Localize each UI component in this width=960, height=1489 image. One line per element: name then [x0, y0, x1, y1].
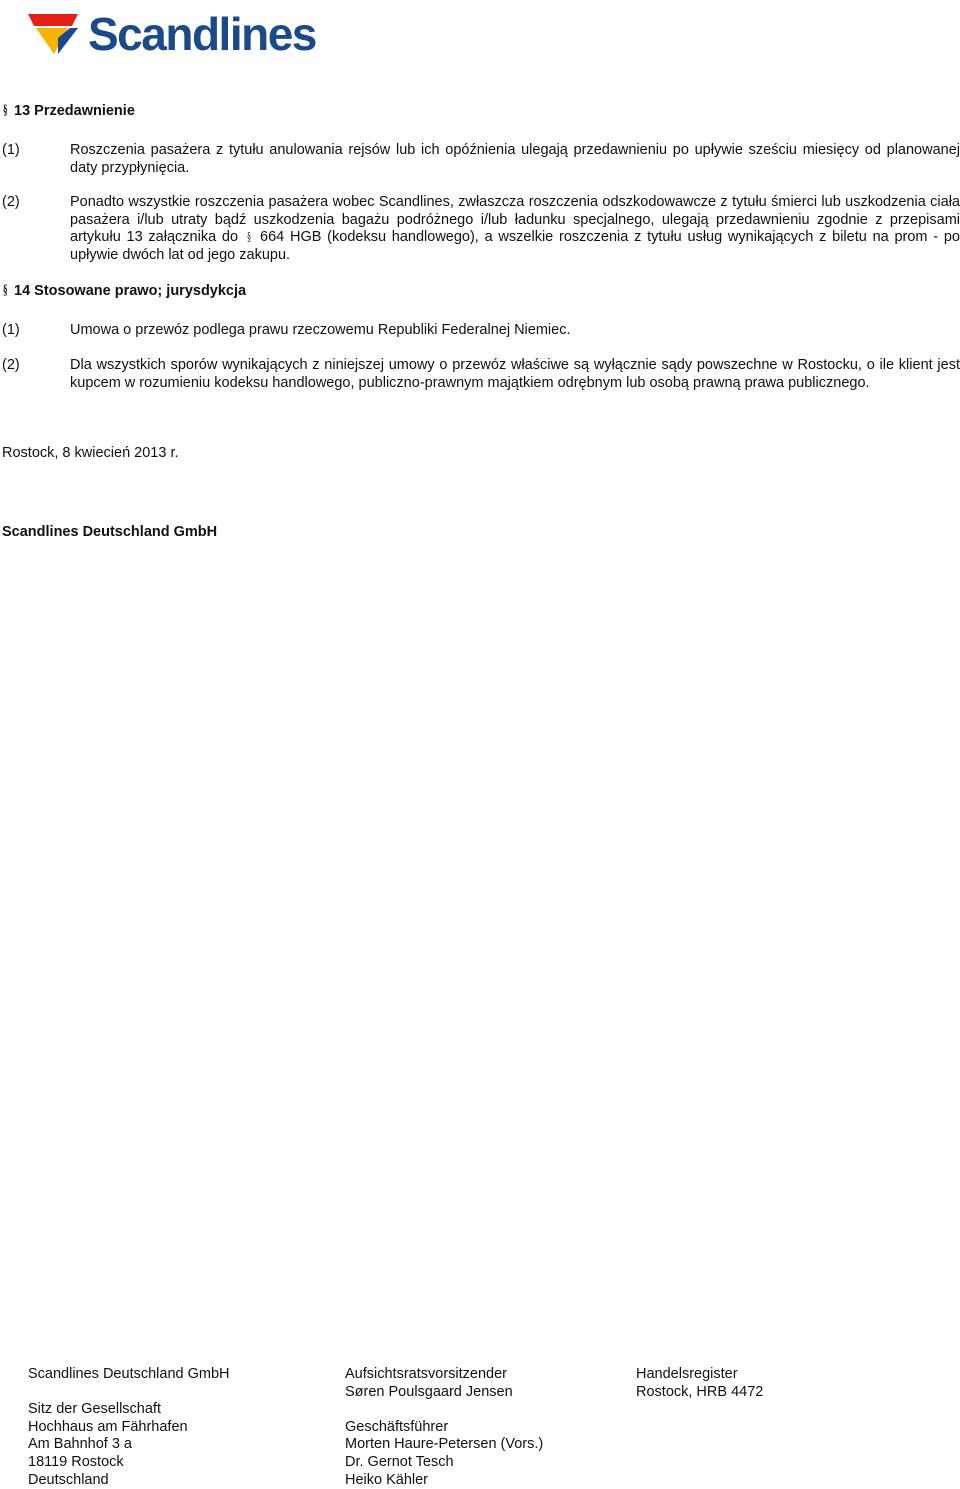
footer-management-column [345, 1366, 543, 1489]
section-14-heading [2, 282, 246, 300]
paragraph-number: (1) [2, 322, 20, 338]
footer-md-name: Dr. Gernot Tesch [345, 1453, 454, 1470]
paragraph-sign-icon: § [3, 283, 8, 298]
logo-wordmark: Scandlines [88, 8, 316, 60]
paragraph-text-part-a: Ponadto wszystkie roszczenia pasażera wobec Scandlines, zwłaszcza roszczenia odszkodowawcze z tytułu śmierci lub uszkodzenia ciała pasażera i/lub utraty bądź uszkodzenia bagażu podróżnego i/lub ładunku specjalnego, ulegają przedawnieniu zgodnie z przepisami artykułu 13 załącznika do [70, 194, 960, 245]
paragraph-sign-icon: § [3, 103, 8, 118]
section-13-title: 13 Przedawnienie [14, 103, 135, 119]
footer-address-line: Am Bahnhof 3 a [28, 1436, 132, 1453]
footer-register-column [636, 1366, 763, 1401]
footer-board-name: Søren Poulsgaard Jensen [345, 1383, 513, 1400]
paragraph-number: (2) [2, 357, 20, 373]
paragraph-text: Dla wszystkich sporów wynikających z niniejszej umowy o przewóz właściwe są wyłącznie sądy powszechne w Rostocku, o ile klient jest kupcem w rozumieniu kodeksu handlowego, publiczno-prawnym majątkiem odrębnym lub osobą prawną prawa publicznego. [70, 357, 960, 391]
footer-company-name: Scandlines Deutschland GmbH [28, 1366, 230, 1382]
section-13-heading [2, 102, 135, 120]
footer-address-line: Hochhaus am Fährhafen [28, 1418, 188, 1435]
section-14-paragraph-1 [2, 322, 960, 340]
footer-board-label: Aufsichtsratsvorsitzender [345, 1366, 507, 1382]
footer-seat-label: Sitz der Gesellschaft [28, 1401, 161, 1418]
footer-md-name: Morten Haure-Petersen (Vors.) [345, 1436, 544, 1453]
paragraph-sign-icon: § [247, 230, 251, 244]
paragraph-text-part-b: 664 HGB (kodeksu handlowego), a wszelkie roszczenia z tytułu usług wynikających z biletu na prom - po upływie dwóch lat od jego zakupu. [70, 229, 960, 263]
footer-md-label: Geschäftsführer [345, 1418, 449, 1435]
section-14-paragraph-2 [2, 357, 960, 392]
date-line: Rostock, 8 kwiecień 2013 r. [2, 445, 179, 461]
scandlines-logo-mark [28, 12, 80, 56]
footer-register-value: Rostock, HRB 4472 [636, 1383, 764, 1400]
paragraph-text: Umowa o przewóz podlega prawu rzeczowemu Republiki Federalnej Niemiec. [70, 322, 571, 338]
footer-register-label: Handelsregister [636, 1366, 738, 1382]
paragraph-text: Roszczenia pasażera z tytułu anulowania rejsów lub ich opóźnienia ulegają przedawnieniu po upływie sześciu miesięcy od planowanej daty przypłynięcia. [70, 142, 960, 176]
paragraph-number: (2) [2, 194, 20, 210]
signing-company: Scandlines Deutschland GmbH [2, 524, 218, 540]
footer-company-column [28, 1366, 230, 1489]
footer-address-line: Deutschland [28, 1471, 109, 1488]
scandlines-logo [28, 10, 316, 58]
footer-md-name: Heiko Kähler [345, 1471, 429, 1488]
footer-address-line: 18119 Rostock [28, 1453, 124, 1470]
section-13-paragraph-1 [2, 142, 960, 177]
paragraph-text [70, 194, 960, 264]
paragraph-number: (1) [2, 142, 20, 158]
section-13-paragraph-2 [2, 194, 960, 264]
section-14-title: 14 Stosowane prawo; jurysdykcja [14, 283, 247, 299]
